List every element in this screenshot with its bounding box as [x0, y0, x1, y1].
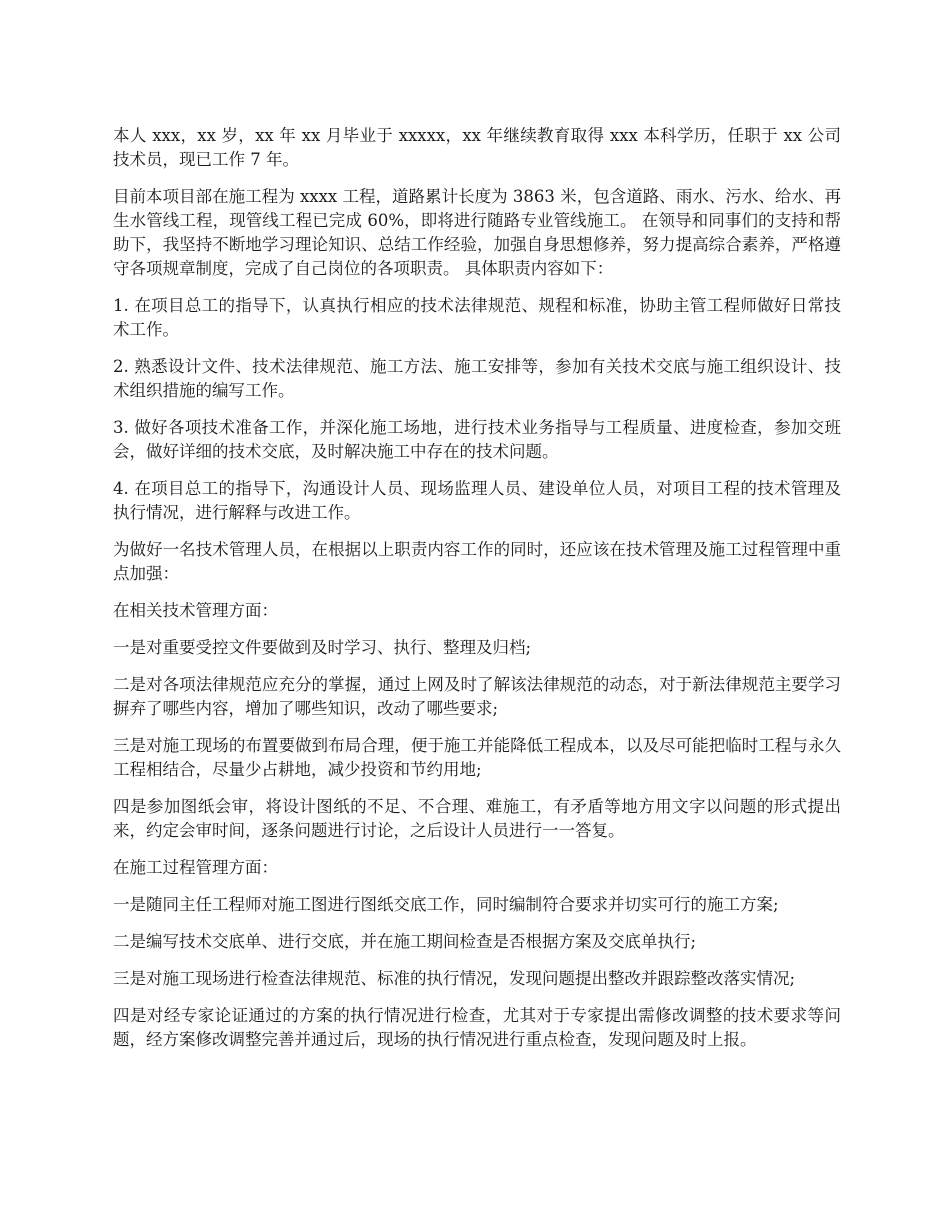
- project-overview-paragraph: 目前本项目部在施工程为 xxxx 工程，道路累计长度为 3863 米，包含道路、雨水、污水、给水、再生水管线工程，现管线工程已完成 60%，即将进行随路专业管线施工。 在领导和同事们的支持和帮助下，我坚持不断地学习理论知识、总结工作经验，加强自身思想修养，努力提高综合素养，严格遵守各项规章制度，完成了自己岗位的各项职责。 具体职责内容如下：: [113, 187, 841, 278]
- improvement-intro-paragraph: 为做好一名技术管理人员，在根据以上职责内容工作的同时，还应该在技术管理及施工过程管理中重点加强：: [113, 540, 841, 583]
- document-body: [113, 124, 841, 1065]
- technical-point-3: 三是对施工现场的布置要做到布局合理，便于施工并能降低工程成本，以及尽可能把临时工程与永久工程相结合，尽量少占耕地，减少投资和节约用地;: [113, 736, 841, 779]
- technical-point-2: 二是对各项法律规范应充分的掌握，通过上网及时了解该法律规范的动态，对于新法律规范主要学习摒弃了哪些内容，增加了哪些知识，改动了哪些要求;: [113, 675, 841, 718]
- process-point-2: 二是编写技术交底单、进行交底，并在施工期间检查是否根据方案及交底单执行;: [113, 932, 697, 951]
- intro-paragraph: 本人 xxx，xx 岁，xx 年 xx 月毕业于 xxxxx，xx 年继续教育取得 xxx 本科学历，任职于 xx 公司技术员，现已工作 7 年。: [113, 126, 841, 169]
- duty-item-1: 1. 在项目总工的指导下，认真执行相应的技术法律规范、规程和标准，协助主管工程师做好日常技术工作。: [113, 296, 841, 339]
- process-point-4: 四是对经专家论证通过的方案的执行情况进行检查，尤其对于专家提出需修改调整的技术要求等问题，经方案修改调整完善并通过后，现场的执行情况进行重点检查，发现问题及时上报。: [113, 1006, 841, 1049]
- technical-point-1: 一是对重要受控文件要做到及时学习、执行、整理及归档;: [113, 638, 532, 657]
- section-heading-technical-management: 在相关技术管理方面：: [113, 601, 278, 620]
- process-point-3: 三是对施工现场进行检查法律规范、标准的执行情况，发现问题提出整改并跟踪整改落实情况;: [113, 969, 796, 988]
- technical-point-4: 四是参加图纸会审，将设计图纸的不足、不合理、难施工，有矛盾等地方用文字以问题的形式提出来，约定会审时间，逐条问题进行讨论，之后设计人员进行一一答复。: [113, 797, 841, 840]
- duty-item-4: 4. 在项目总工的指导下，沟通设计人员、现场监理人员、建设单位人员，对项目工程的技术管理及执行情况，进行解释与改进工作。: [113, 479, 841, 522]
- duty-item-3: 3. 做好各项技术准备工作，并深化施工场地，进行技术业务指导与工程质量、进度检查，参加交班会，做好详细的技术交底，及时解决施工中存在的技术问题。: [113, 418, 841, 461]
- section-heading-construction-process: 在施工过程管理方面：: [113, 858, 278, 877]
- duty-item-2: 2. 熟悉设计文件、技术法律规范、施工方法、施工安排等，参加有关技术交底与施工组织设计、技术组织措施的编写工作。: [113, 357, 841, 400]
- process-point-1: 一是随同主任工程师对施工图进行图纸交底工作，同时编制符合要求并切实可行的施工方案;: [113, 895, 779, 914]
